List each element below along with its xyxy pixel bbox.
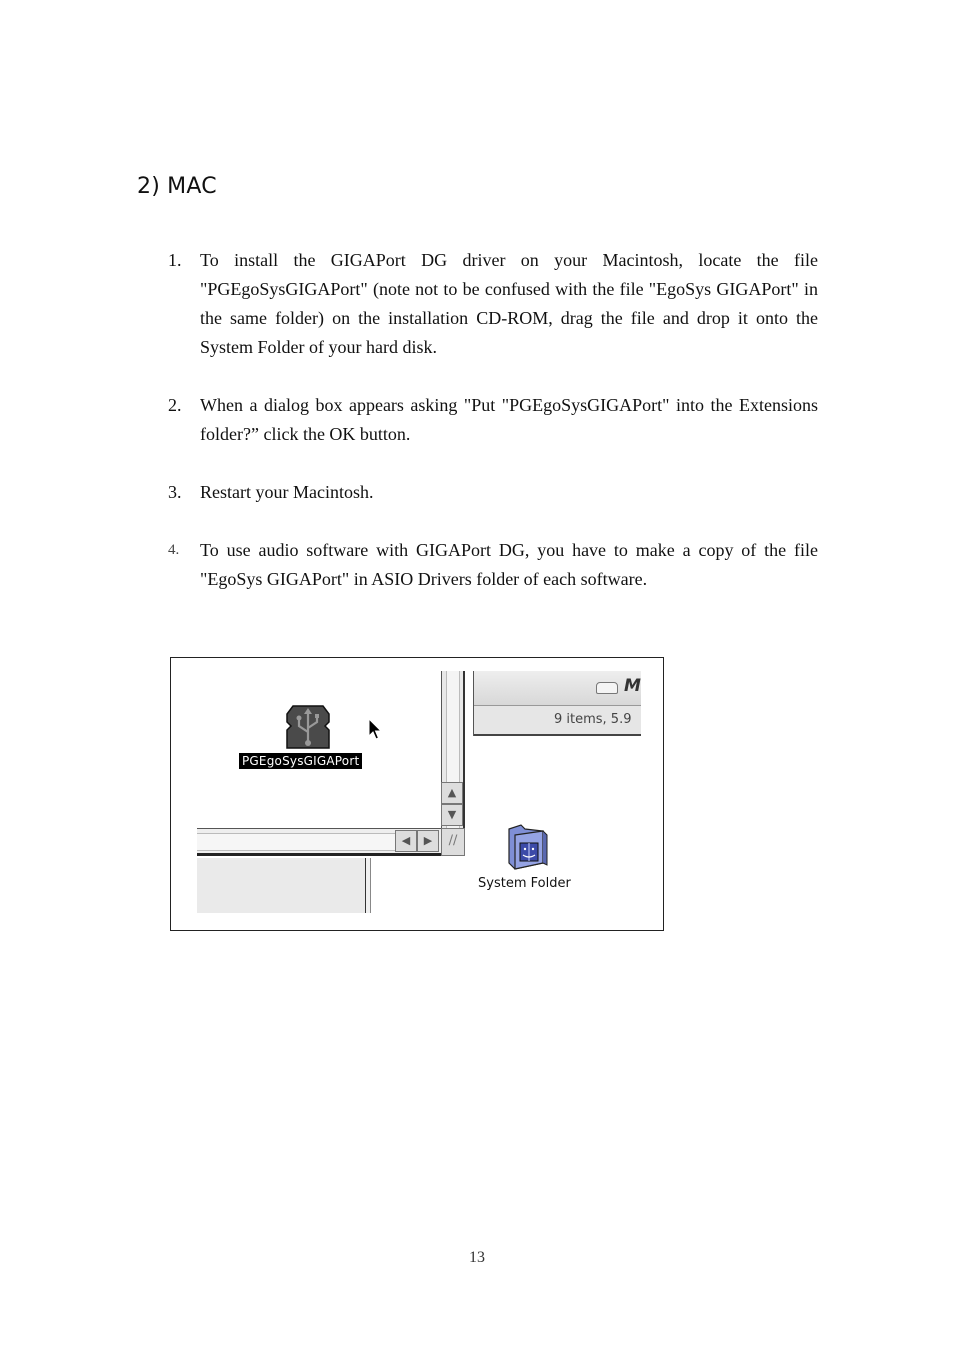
finder-divider (474, 734, 641, 736)
mac-desktop-screenshot (170, 657, 664, 931)
scroll-down-button[interactable]: ▼ (441, 804, 463, 826)
step-item (168, 478, 818, 507)
finder-title: M (624, 676, 641, 696)
step-number: 4. (168, 542, 180, 558)
scroll-left-button[interactable]: ◀ (395, 830, 417, 852)
step-text: Restart your Macintosh. (200, 482, 374, 502)
finder-status: 9 items, 5.9 (554, 712, 632, 727)
resize-grip-icon[interactable]: ∕∕ (441, 828, 465, 856)
system-folder-icon[interactable] (503, 823, 549, 871)
step-text: To install the GIGAPort DG driver on your Macintosh, locate the file "PGEgoSysGIGAPort" (note not to be confused with the file "EgoSys GIGAPort" in the same folder) on the installation CD-ROM, drag the file and drop it onto the System Folder of your hard disk. (200, 250, 818, 357)
scroll-up-button[interactable]: ▲ (441, 782, 463, 804)
page-number: 13 (469, 1249, 485, 1266)
finder-window (473, 671, 641, 736)
step-text: When a dialog box appears asking "Put "PGEgoSysGIGAPort" into the Extensions folder?” click the OK button. (200, 395, 818, 444)
step-number: 2. (168, 395, 182, 415)
step-text: To use audio software with GIGAPort DG, you have to make a copy of the file "EgoSys GIGAPort" in ASIO Drivers folder of each software. (200, 540, 818, 589)
step-item (168, 246, 818, 362)
arrow-cursor-icon (368, 718, 384, 742)
scrollbar-track (197, 833, 395, 851)
step-number: 3. (168, 482, 182, 502)
system-folder-label: System Folder (478, 876, 571, 891)
step-item (168, 536, 818, 594)
scroll-right-button[interactable]: ▶ (417, 830, 439, 852)
hard-disk-icon (596, 682, 618, 694)
usb-extension-icon[interactable] (283, 702, 333, 752)
section-heading: 2) MAC (137, 174, 217, 199)
step-number: 1. (168, 250, 182, 270)
step-item (168, 391, 818, 449)
window-lower-panel (197, 858, 365, 913)
window-divider (365, 858, 371, 913)
install-steps (168, 246, 818, 623)
dragged-file-label: PGEgoSysGIGAPort (239, 753, 362, 769)
